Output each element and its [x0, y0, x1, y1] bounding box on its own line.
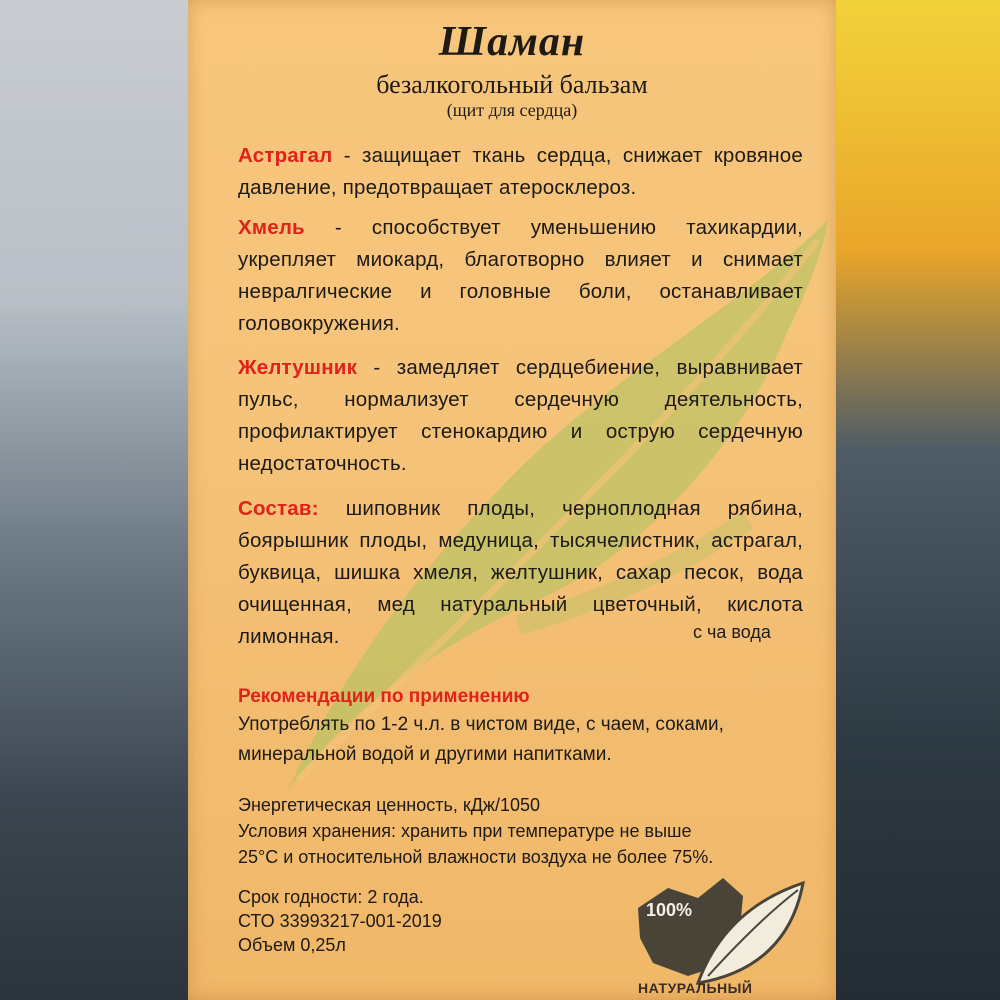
- recommendations-line: Употреблять по 1-2 ч.л. в чистом виде, с чаем, соками,: [238, 714, 724, 735]
- shelf-life: Срок годности: 2 года.: [238, 887, 424, 907]
- badge-percent: 100%: [646, 900, 693, 920]
- composition-label: Состав:: [238, 497, 319, 520]
- ingredient-name: Астрагал: [238, 144, 333, 167]
- product-title: Шаман: [438, 19, 586, 65]
- ingredient-paragraph: [238, 140, 803, 204]
- badge-label: НАТУРАЛЬНЫЙ: [638, 980, 753, 996]
- ingredient-name: Желтушник: [238, 356, 358, 379]
- ingredient-text: - замедляет сердцебиение, выравнивает пульс, нормализует сердечную деятельность, профилактирует стенокардию и острую сердечную недостаточность.: [238, 356, 803, 475]
- ingredient-paragraph: [238, 352, 803, 480]
- composition-note: с ча вода: [693, 622, 771, 642]
- ingredient-paragraph: [238, 212, 803, 340]
- standard-code: СТО 33993217-001-2019: [238, 911, 442, 931]
- label-panel: [188, 0, 836, 1000]
- storage-line: 25°С и относительной влажности воздуха не более 75%.: [238, 847, 714, 867]
- recommendations-line: минеральной водой и другими напитками.: [238, 744, 612, 765]
- recommendations-title: Рекомендации по применению: [238, 686, 530, 707]
- energy-value: Энергетическая ценность, кДж/1050: [238, 795, 540, 815]
- ingredient-text: - защищает ткань сердца, снижает кровяное давление, предотвращает атеросклероз.: [238, 144, 803, 199]
- ingredient-name: Хмель: [238, 216, 305, 239]
- storage-line: Условия хранения: хранить при температуре не выше: [238, 821, 692, 841]
- natural-badge-icon: [628, 868, 808, 998]
- product-tagline: (щит для сердца): [446, 100, 578, 120]
- composition-text: шиповник плоды, черноплодная рябина, боярышник плоды, медуница, тысячелистник, астрагал, буквица, шишка хмеля, желтушник, сахар песок, вода очищенная, мед натуральный цветочный, кислота лимонная.: [238, 497, 803, 648]
- volume: Объем 0,25л: [238, 935, 346, 955]
- ingredient-text: - способствует уменьшению тахикардии, укрепляет миокард, благотворно влияет и снимает невралгические и головные боли, останавливает головокружения.: [238, 216, 803, 335]
- background-right: [820, 0, 1000, 1000]
- product-subtitle: безалкогольный бальзам: [376, 70, 648, 99]
- background-left: [0, 0, 200, 1000]
